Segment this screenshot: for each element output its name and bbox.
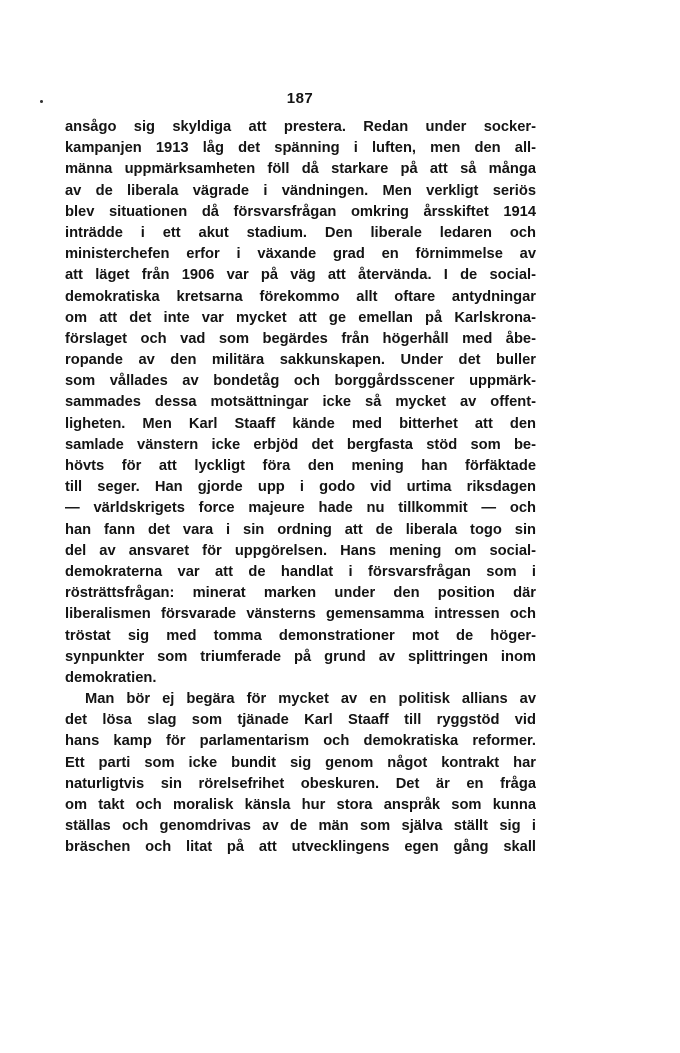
text-line: förslaget och vad som begärdes från högerhåll med åbe- [65, 330, 536, 347]
text-line: inträdde i ett akut stadium. Den liberale ledaren och [65, 224, 536, 241]
text-line: om att det inte var mycket att ge emellan på Karlskrona- [65, 309, 536, 326]
text-line: liberalismen försvarade vänsterns gemensamma intressen och [65, 606, 536, 623]
text-line: bräschen och litat på att utvecklingens egen gång skall [65, 839, 536, 856]
text-line: hövts för att lyckligt föra den mening han förfäktade [65, 458, 536, 474]
text-line: ansågo sig skyldiga att prestera. Redan under socker- [65, 119, 536, 135]
text-line: kampanjen 1913 låg det spänning i luften, men den all- [65, 140, 536, 157]
text-line: han fann det vara i sin ordning att de liberala togo sin [65, 521, 536, 538]
text-line: hans kamp för parlamentarism och demokratiska reformer. [65, 733, 536, 750]
print-speck [40, 100, 43, 103]
text-line: ligheten. Men Karl Staaff kände med bitterhet att den [65, 415, 536, 432]
text-line: det lösa slag som tjänade Karl Staaff till ryggstöd vid [65, 712, 536, 729]
text-line: ställas och genomdrivas av de män som själva ställt sig i [65, 818, 536, 835]
text-line: ministerchefen erfor i växande grad en förnimmelse av [65, 246, 536, 263]
text-line: del av ansvaret för uppgörelsen. Hans mening om social- [65, 542, 536, 559]
text-line: samlade vänstern icke erbjöd det bergfasta stöd som be- [65, 436, 536, 453]
text-line: blev situationen då försvarsfrågan omkring årsskiftet 1914 [65, 203, 536, 220]
text-line: Ett parti som icke bundit sig genom något kontrakt har [65, 754, 536, 771]
text-line: sammades dessa motsättningar icke så mycket av offent- [65, 394, 536, 411]
text-line: tröstat sig med tomma demonstrationer mot de höger- [65, 627, 536, 644]
text-line: demokratien. [65, 669, 157, 686]
text-line: ropande av den militära sakkunskapen. Under det buller [65, 352, 536, 369]
text-line: synpunkter som triumferade på grund av splittringen inom [65, 648, 536, 665]
text-line: som vållades av bondetåg och borggårdsscener uppmärk- [65, 373, 536, 390]
text-line: att läget från 1906 var på väg att återvända. I de social- [65, 267, 536, 284]
body-text [65, 117, 536, 859]
text-line: av de liberala vägrade i vändningen. Men verkligt seriös [65, 182, 536, 199]
text-line: demokratiska kretsarna förekommo allt oftare antydningar [65, 288, 536, 305]
text-line: till seger. Han gjorde upp i godo vid urtima riksdagen [65, 479, 536, 496]
text-line: männa uppmärksamheten föll då starkare på att så många [65, 161, 536, 178]
text-line: demokraterna var att de handlat i försvarsfrågan som i [65, 563, 536, 580]
text-line: naturligtvis sin rörelsefrihet obeskuren. Det är en fråga [65, 775, 536, 792]
page-number: 187 [286, 90, 314, 107]
text-line: om takt och moralisk känsla hur stora anspråk som kunna [65, 797, 536, 813]
text-line: Man bör ej begära för mycket av en politisk allians av [85, 691, 536, 708]
text-line: — världskrigets force majeure hade nu tillkommit — och [65, 500, 536, 517]
text-line: rösträttsfrågan: minerat marken under den position där [65, 585, 536, 602]
